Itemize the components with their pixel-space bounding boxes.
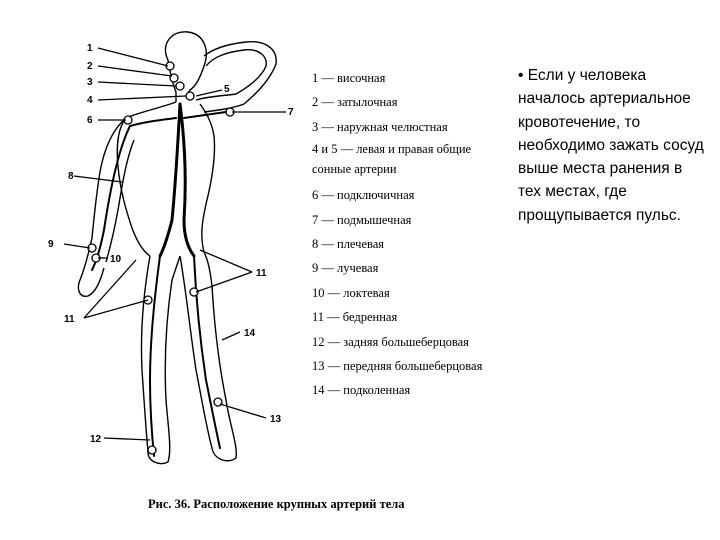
marker-10: 10 <box>110 254 122 265</box>
marker-11b: 11 <box>256 268 267 279</box>
artery-legend <box>312 66 512 403</box>
legend-item: 7 — подмышечная <box>312 212 412 227</box>
first-aid-note: • Если у человека началось артериальное кровотечение, то необходимо зажать сосуд выше места ранения в тех местах, где прощупывается пульс. <box>518 67 704 224</box>
marker-4: 4 <box>87 95 93 106</box>
legend-item: 1 — височная <box>312 71 386 85</box>
legend-item: 13 — передняя большеберцовая <box>312 359 483 374</box>
marker-6: 6 <box>87 115 93 126</box>
marker-11a: 11 <box>64 314 75 325</box>
legend-item: 9 — лучевая <box>312 261 379 276</box>
marker-8: 8 <box>68 171 74 182</box>
marker-1: 1 <box>87 43 93 54</box>
marker-12: 12 <box>90 434 102 445</box>
legend-item: 3 — наружная челюстная <box>312 119 448 134</box>
legend-item: 14 — подколенная <box>312 383 411 398</box>
marker-9: 9 <box>48 239 54 250</box>
legend-item: 2 — затылочная <box>312 95 398 110</box>
legend-item: 12 — задняя большеберцовая <box>312 334 469 349</box>
marker-13: 13 <box>270 414 282 425</box>
marker-2: 2 <box>87 61 93 72</box>
legend-item: 10 — локтевая <box>312 285 390 300</box>
marker-14: 14 <box>244 328 256 339</box>
marker-5: 5 <box>224 84 230 95</box>
leader-lines <box>64 48 286 440</box>
legend-item: 11 — бедренная <box>312 310 398 325</box>
legend-item: 6 — подключичная <box>312 188 415 203</box>
marker-7: 7 <box>288 107 294 118</box>
figure-caption: Рис. 36. Расположение крупных артерий тела <box>148 497 405 511</box>
legend-item: 4 и 5 — левая и правая общие сонные артерии <box>312 142 472 177</box>
artery-lines <box>92 104 226 456</box>
legend-item: 8 — плечевая <box>312 237 385 252</box>
marker-3: 3 <box>87 77 93 88</box>
